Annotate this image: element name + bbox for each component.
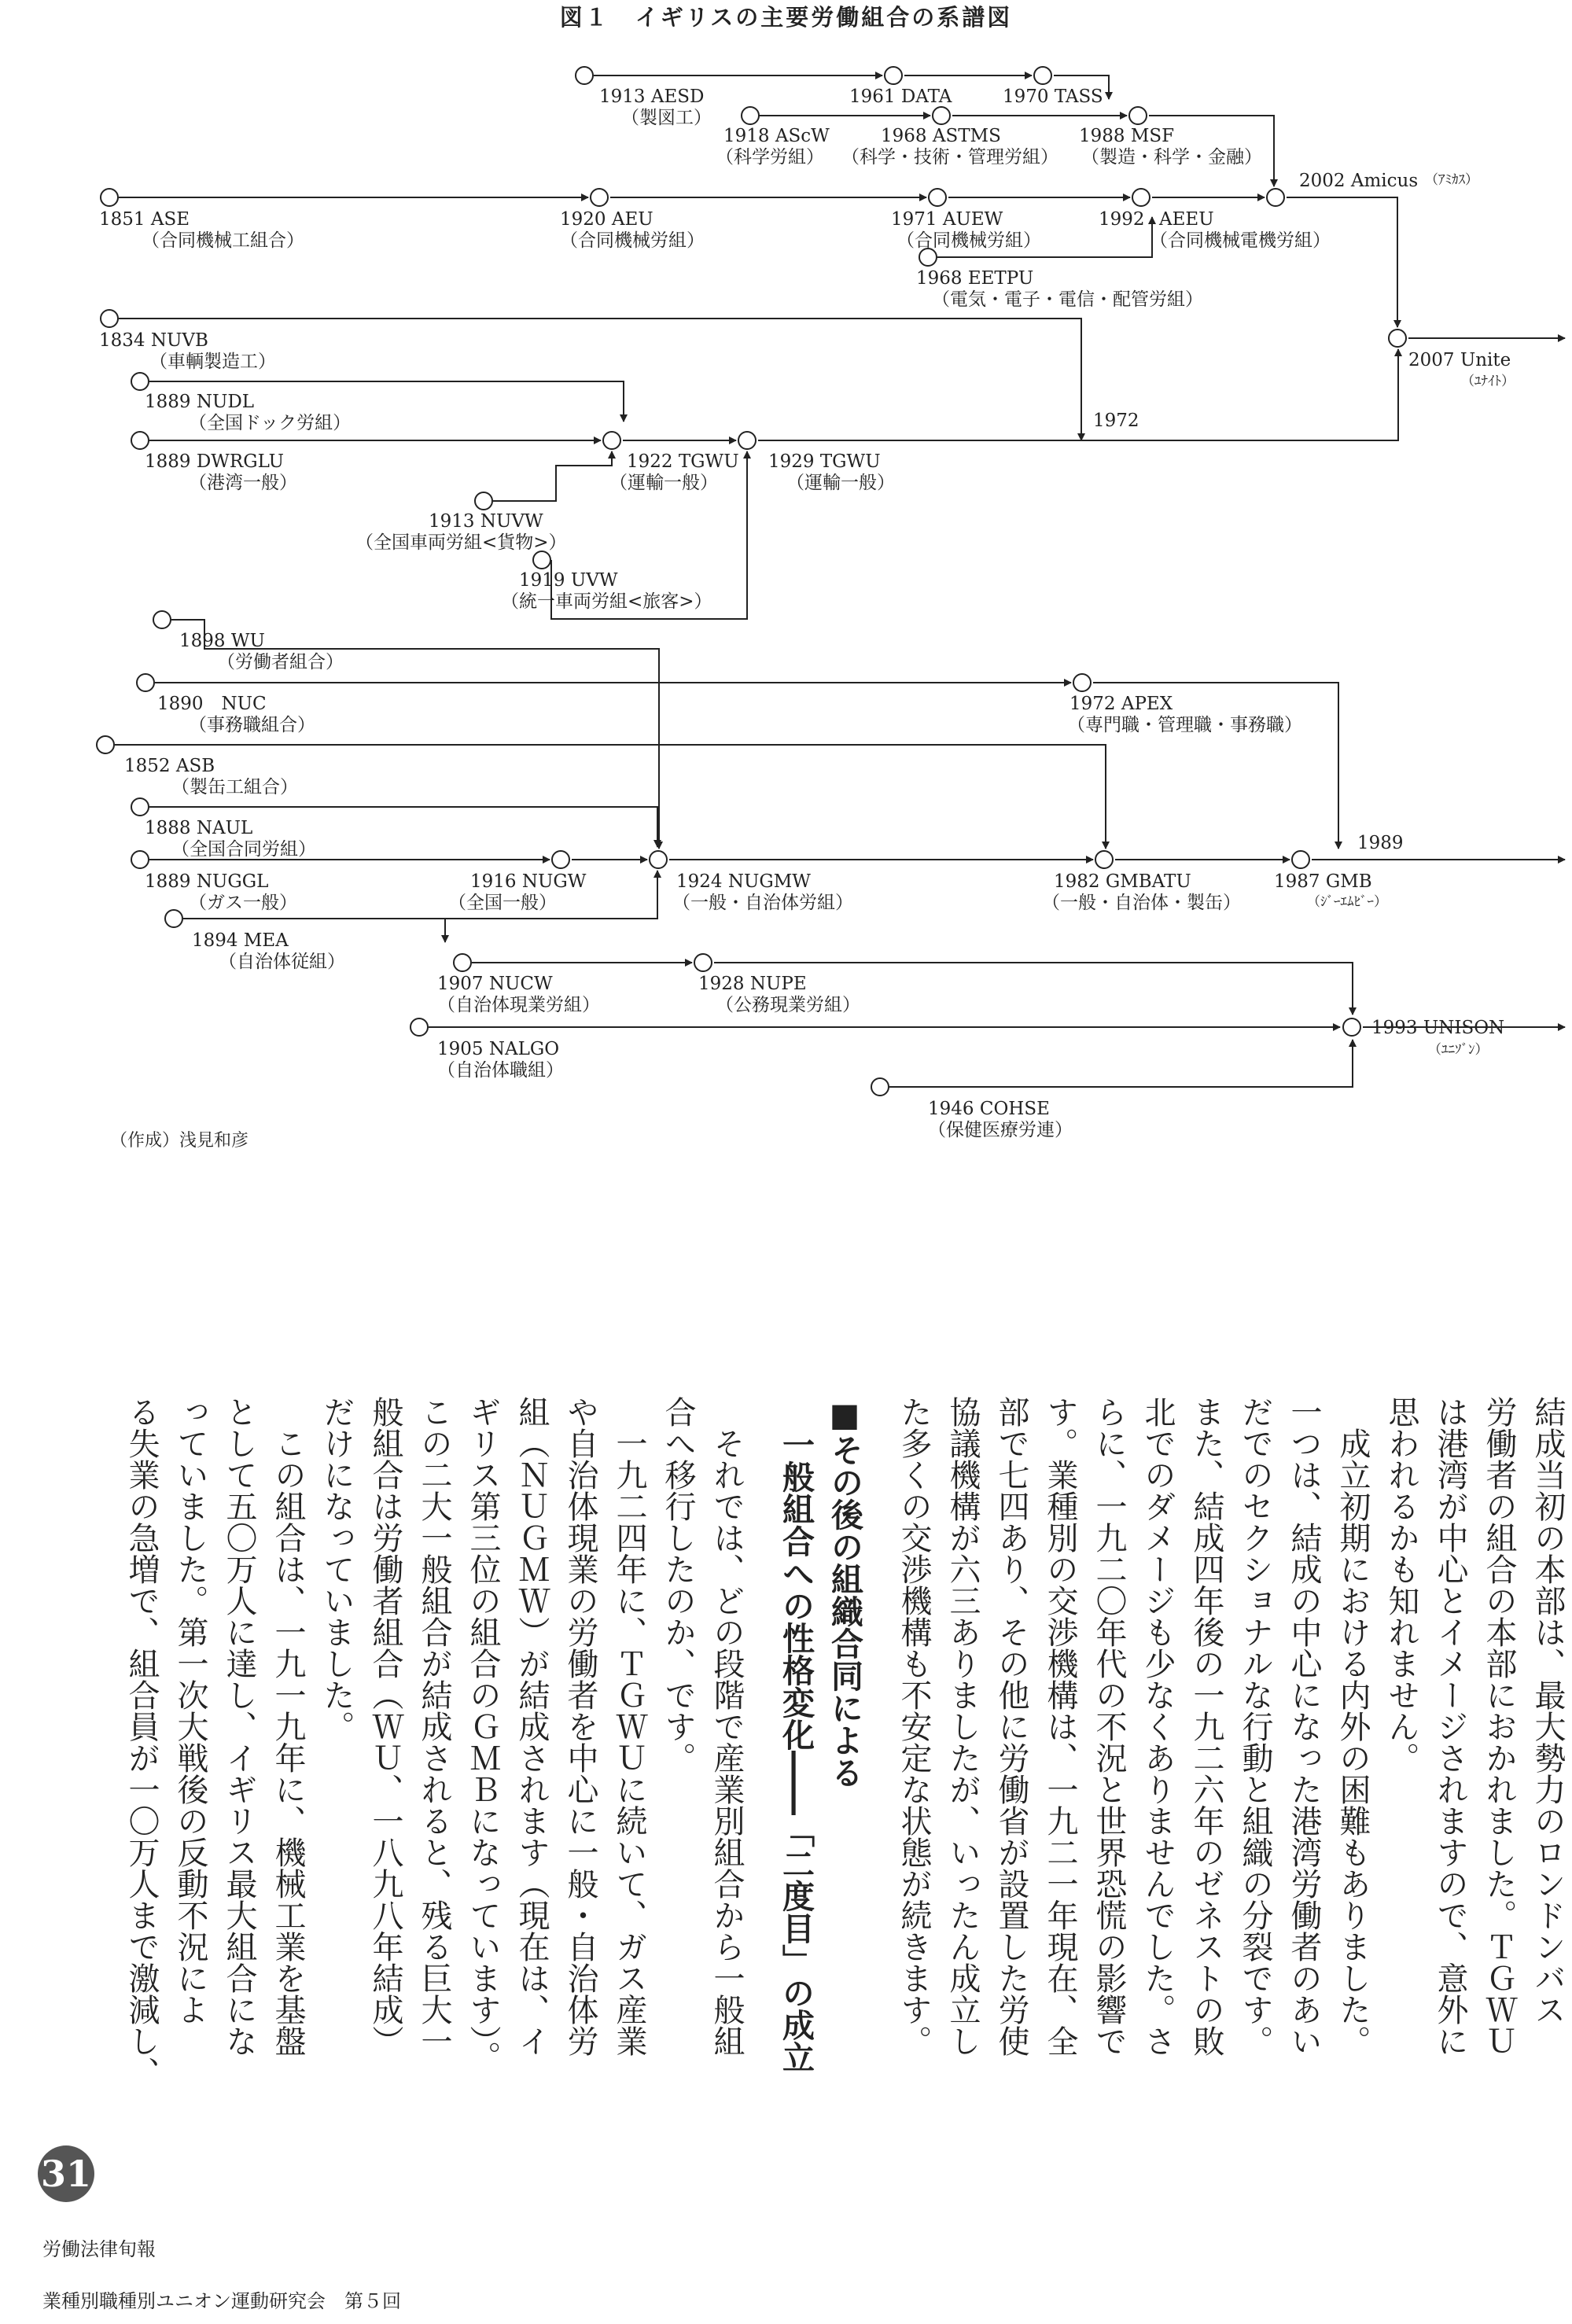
label-nuvw: 1913 NUVW — [429, 511, 543, 532]
label-nuvw-ja: （全国車両労組<貨物>） — [355, 532, 567, 553]
node-auew — [929, 189, 946, 206]
label-msf: 1988 MSF — [1079, 126, 1175, 146]
text-column: 成立初期における内外の困難もありました。 — [1335, 1396, 1371, 2057]
label-year-1989: 1989 — [1357, 833, 1404, 853]
label-wu: 1898 WU — [179, 631, 265, 651]
union-labels — [99, 87, 1515, 1140]
label-auew: 1971 AUEW — [891, 209, 1003, 230]
article-body — [0, 1396, 1572, 2324]
text-column: っていました。第一次大戦後の反動不況によ — [172, 1396, 208, 2025]
label-tass: 1970 TASS — [1003, 87, 1103, 107]
text-column: だでのセクショナルな行動と組織の分裂です。 — [1237, 1396, 1273, 2057]
text-column: また、結成四年後の一九二六年のゼネストの敗 — [1188, 1396, 1224, 2057]
text-column: 協議機構が六三ありましたが、いったん成立し — [944, 1396, 981, 2057]
label-asb: 1852 ASB — [124, 756, 215, 776]
figure-credit: （作成）浅見和彦 — [110, 1131, 249, 1151]
node-cohse — [871, 1078, 889, 1096]
node-nuc — [137, 674, 154, 691]
label-eetpu: 1968 EETPU — [916, 268, 1034, 289]
label-amicus-ja: （ｱﾐｶｽ） — [1425, 172, 1478, 188]
node-mea — [165, 910, 182, 927]
label-tgwu29: 1929 TGWU — [768, 451, 881, 472]
label-nalgo-ja: （自治体職組） — [437, 1060, 564, 1081]
label-aesd: 1913 AESD — [599, 87, 705, 107]
label-nudl-ja: （全国ドック労組） — [189, 413, 352, 433]
label-nucw-ja: （自治体現業労組） — [437, 995, 600, 1015]
node-nuggl — [131, 851, 149, 868]
column-gap — [751, 1396, 771, 2324]
label-nucw: 1907 NUCW — [437, 974, 553, 994]
text-column: 合へ移行したのか、です。 — [660, 1396, 696, 1773]
label-dwrglu-ja: （港湾一般） — [189, 473, 297, 493]
publication-name: 労働法律旬報 — [42, 2238, 156, 2260]
label-gmb: 1987 GMB — [1274, 871, 1372, 892]
label-uvw-ja: （統一車両労組<旅客>） — [501, 591, 712, 612]
label-mea-ja: （自治体従組） — [219, 952, 345, 972]
text-column: 一つは、結成の中心になった港湾労働者のあい — [1286, 1396, 1322, 2057]
series-title: 業種別職種別ユニオン運動研究会 第５回 — [42, 2290, 401, 2312]
label-nupe: 1928 NUPE — [698, 974, 807, 994]
node-astms — [933, 107, 950, 124]
text-column: 結成当初の本部は、最大勢力のロンドンバス — [1530, 1396, 1566, 2025]
label-nuvb-ja: （車輌製造工） — [149, 352, 276, 372]
label-year-1972: 1972 — [1093, 411, 1139, 431]
node-nucw — [454, 954, 471, 971]
text-column: は港湾が中心とイメージされますので、意外に — [1432, 1396, 1468, 2057]
label-unison: 1993 UNISON — [1371, 1018, 1505, 1038]
label-unite: 2007 Unite — [1408, 350, 1511, 370]
label-ase: 1851 ASE — [99, 209, 190, 230]
label-nupe-ja: （公務現業労組） — [716, 995, 860, 1015]
label-cohse-ja: （保健医療労連） — [928, 1120, 1073, 1140]
label-data: 1961 DATA — [849, 87, 952, 107]
label-tgwu29-ja: （運輸一般） — [786, 473, 895, 493]
node-dwrglu — [131, 432, 149, 449]
page-number: 31 — [38, 2145, 94, 2202]
node-nugmw — [650, 851, 667, 868]
node-amicus — [1267, 189, 1284, 206]
label-naul: 1888 NAUL — [145, 818, 253, 838]
label-auew-ja: （合同機械労組） — [896, 230, 1041, 251]
text-column: 般組合は労働者組合（ＷＵ、一八九八年結成） — [367, 1396, 403, 2057]
label-aeu: 1920 AEU — [560, 209, 653, 230]
label-ase-ja: （合同機械工組合） — [142, 230, 304, 251]
label-gmbatu: 1982 GMBATU — [1054, 871, 1191, 892]
label-aeeu: AEEU — [1159, 209, 1214, 230]
node-ase — [101, 189, 118, 206]
label-nuc: 1890 NUC — [157, 694, 267, 714]
label-nuggl-ja: （ガス一般） — [189, 893, 297, 913]
text-column: 北でのダメージも少なくありませんでした。さ — [1139, 1396, 1176, 2057]
node-tass — [1034, 67, 1051, 84]
label-ascw-ja: （科学労組） — [716, 147, 824, 168]
label-mea: 1894 MEA — [192, 930, 289, 951]
text-column: 労働者の組合の本部におかれました。ＴＧＷＵ — [1481, 1396, 1517, 2057]
label-dwrglu: 1889 DWRGLU — [145, 451, 285, 472]
label-nugw: 1916 NUGW — [470, 871, 587, 892]
node-aeu — [591, 189, 608, 206]
node-tgwu29 — [738, 432, 756, 449]
text-column: る失業の急増で、組合員が一〇万人まで激減し、 — [123, 1396, 160, 2088]
label-nuvb: 1834 NUVB — [99, 330, 208, 351]
text-column: として五〇万人に達し、イギリス最大組合にな — [221, 1396, 257, 2057]
connector-lines — [115, 76, 1565, 1087]
node-aesd — [576, 67, 593, 84]
label-amicus: 2002 Amicus — [1299, 171, 1419, 191]
label-naul-ja: （全国合同労組） — [171, 839, 316, 860]
label-wu-ja: （労働者組合） — [217, 652, 344, 672]
node-unison — [1343, 1018, 1360, 1036]
label-aesd-ja: （製図工） — [621, 108, 712, 128]
label-msf-ja: （製造・科学・金融） — [1081, 147, 1262, 168]
text-column: た多くの交渉機構も不安定な状態が続きます。 — [896, 1396, 932, 2057]
label-nugw-ja: （全国一般） — [448, 893, 557, 913]
text-column: 一九二四年に、ＴＧＷＵに続いて、ガス産業 — [611, 1396, 647, 2057]
label-uvw: 1919 UVW — [519, 570, 618, 591]
text-column: や自治体現業の労働者を中心に一般・自治体労 — [562, 1396, 598, 2057]
text-column: す。業種別の交渉機構は、一九二一年現在、全 — [1042, 1396, 1078, 2057]
label-apex: 1972 APEX — [1069, 694, 1173, 714]
node-tgwu22 — [603, 432, 620, 449]
node-nudl — [131, 373, 149, 390]
label-aeeu-ja: （合同機械電機労組） — [1150, 230, 1331, 251]
text-column: 思われるかも知れません。 — [1383, 1396, 1419, 1773]
node-asb — [97, 736, 114, 753]
label-gmbatu-ja: （一般・自治体・製缶） — [1042, 893, 1241, 913]
label-nugmw-ja: （一般・自治体労組） — [672, 893, 853, 913]
node-nupe — [694, 954, 712, 971]
text-column: 組（ＮＵＧＭＷ）が結成されます（現在は、イ — [514, 1396, 550, 2057]
node-naul — [131, 798, 149, 816]
node-ascw — [742, 107, 759, 124]
text-column: この二大一般組合が結成されると、残る巨大一 — [416, 1396, 452, 2057]
label-unison-ja: （ﾕﾆｿﾞﾝ） — [1428, 1042, 1489, 1058]
label-nugmw: 1924 NUGMW — [676, 871, 811, 892]
node-nuvw — [475, 492, 492, 510]
node-gmbatu — [1095, 851, 1113, 868]
text-column: 部で七四あり、その他に労働省が設置した労使 — [993, 1396, 1029, 2057]
section-heading: ■その後の組織合同による — [826, 1396, 863, 1788]
text-column: この組合は、一九一九年に、機械工業を基盤 — [270, 1396, 306, 2057]
label-tgwu22: 1922 TGWU — [627, 451, 739, 472]
node-uvw — [533, 551, 550, 569]
node-apex — [1073, 674, 1091, 691]
label-unite-ja: （ﾕﾅｲﾄ） — [1461, 374, 1515, 389]
section-heading-sub: 一般組合への性格変化――「二度目」の成立 — [777, 1396, 815, 2073]
label-cohse: 1946 COHSE — [928, 1099, 1050, 1119]
label-apex-ja: （専門職・管理職・事務職） — [1067, 715, 1302, 735]
node-nalgo — [410, 1018, 428, 1036]
label-asb-ja: （製缶工組合） — [171, 777, 298, 797]
label-ascw: 1918 AScW — [723, 126, 830, 146]
label-tgwu22-ja: （運輸一般） — [609, 473, 718, 493]
column-gap — [869, 1396, 889, 2324]
text-column: らに、一九二〇年代の不況と世界恐慌の影響で — [1091, 1396, 1127, 2057]
label-aeu-ja: （合同機械労組） — [560, 230, 705, 251]
node-unite — [1389, 330, 1406, 347]
label-nudl: 1889 NUDL — [145, 392, 255, 412]
node-msf — [1129, 107, 1147, 124]
label-nuggl: 1889 NUGGL — [145, 871, 269, 892]
label-nalgo: 1905 NALGO — [437, 1039, 560, 1059]
figure-title: 図１ イギリスの主要労働組合の系譜図 — [559, 4, 1013, 31]
node-gmb — [1292, 851, 1309, 868]
node-nuvb — [101, 310, 118, 327]
node-nugw — [552, 851, 569, 868]
node-wu — [153, 611, 171, 628]
node-aeeu — [1132, 189, 1150, 206]
label-astms-ja: （科学・技術・管理労組） — [841, 147, 1058, 168]
text-column: それでは、どの段階で産業別組合から一般組 — [709, 1396, 745, 2057]
node-data — [885, 67, 902, 84]
label-eetpu-ja: （電気・電子・電信・配管労組） — [932, 289, 1203, 310]
label-gmb-ja: （ｼﾞｰｴﾑﾋﾞｰ） — [1307, 894, 1387, 910]
node-eetpu — [919, 249, 937, 266]
label-nuc-ja: （事務職組合） — [189, 715, 315, 735]
label-astms: 1968 ASTMS — [881, 126, 1001, 146]
text-column: だけになっていました。 — [318, 1396, 355, 1742]
label-aeeu-year: 1992 — [1099, 209, 1145, 230]
text-column: ギリス第三位の組合のＧＭＢになっています）。 — [465, 1396, 501, 2072]
